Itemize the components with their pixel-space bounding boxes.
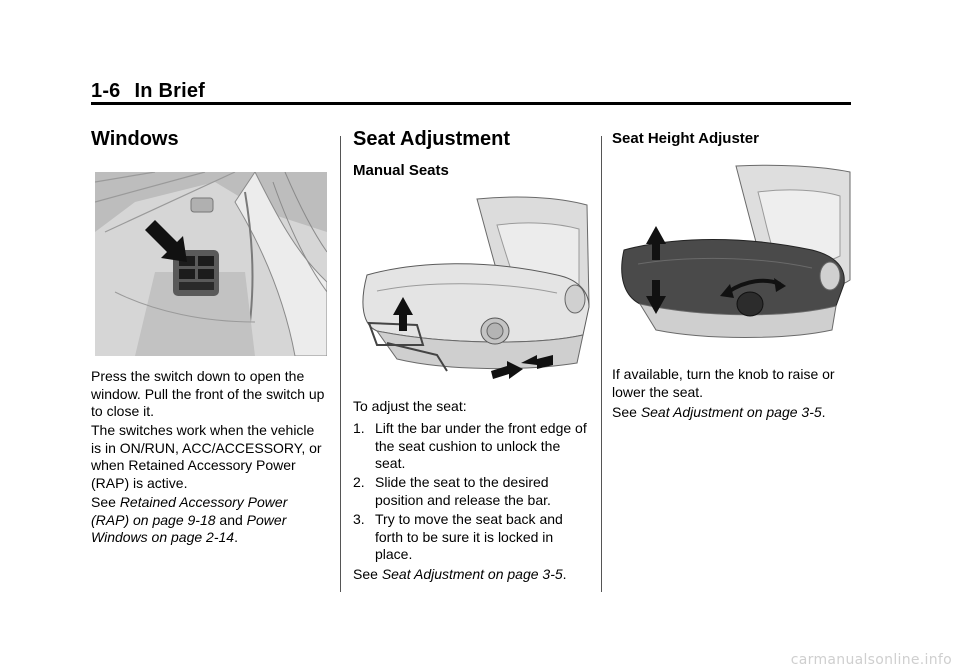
window-switch-illustration bbox=[95, 172, 327, 356]
windows-see-also: See Retained Accessory Power (RAP) on page 9-18 and Power Windows on page 2-14. bbox=[91, 494, 288, 546]
section-title: In Brief bbox=[134, 80, 206, 102]
windows-instructions: Press the switch down to open the window. Pull the front of the switch up to close it. bbox=[91, 368, 325, 420]
manual-seats-heading: Manual Seats bbox=[353, 162, 449, 179]
seat-height-instructions: If available, turn the knob to raise or lower the seat. bbox=[612, 366, 835, 400]
link-rap[interactable]: Retained Accessory Power (RAP) on page 9-18 bbox=[91, 494, 288, 528]
seat-height-illustration bbox=[616, 164, 852, 350]
windows-switch-conditions: The switches work when the vehicle is in ON/RUN, ACC/ACCESSORY, or when Retained Accessory Power (RAP) is active. bbox=[91, 422, 322, 491]
link-seat-adjustment[interactable]: Seat Adjustment on page 3-5 bbox=[640, 404, 822, 420]
list-item: 1. Lift the bar under the front edge of the seat cushion to unlock the seat. bbox=[353, 420, 587, 472]
column-divider bbox=[340, 136, 341, 592]
list-item: 2. Slide the seat to the desired position and release the bar. bbox=[353, 474, 551, 508]
header-rule bbox=[91, 102, 851, 105]
watermark: carmanualsonline.info bbox=[790, 652, 952, 668]
page-number: 1-6 bbox=[91, 80, 121, 102]
windows-heading: Windows bbox=[91, 128, 179, 150]
manual-seat-illustration bbox=[357, 195, 591, 387]
seat-height-see-also: See Seat Adjustment on page 3-5. bbox=[612, 404, 826, 420]
list-item: 3. Try to move the seat back and forth to be sure it is locked in place. bbox=[353, 511, 563, 563]
seat-see-also: See Seat Adjustment on page 3-5. bbox=[353, 566, 567, 582]
seat-adjustment-heading: Seat Adjustment bbox=[353, 128, 511, 150]
column-divider bbox=[601, 136, 602, 592]
seat-intro: To adjust the seat: bbox=[353, 398, 467, 414]
page-header bbox=[91, 80, 205, 103]
link-power-windows[interactable]: Power Windows on page 2-14 bbox=[91, 511, 287, 546]
seat-height-heading: Seat Height Adjuster bbox=[612, 130, 759, 147]
link-seat-adjustment[interactable]: Seat Adjustment on page 3-5 bbox=[381, 566, 563, 582]
